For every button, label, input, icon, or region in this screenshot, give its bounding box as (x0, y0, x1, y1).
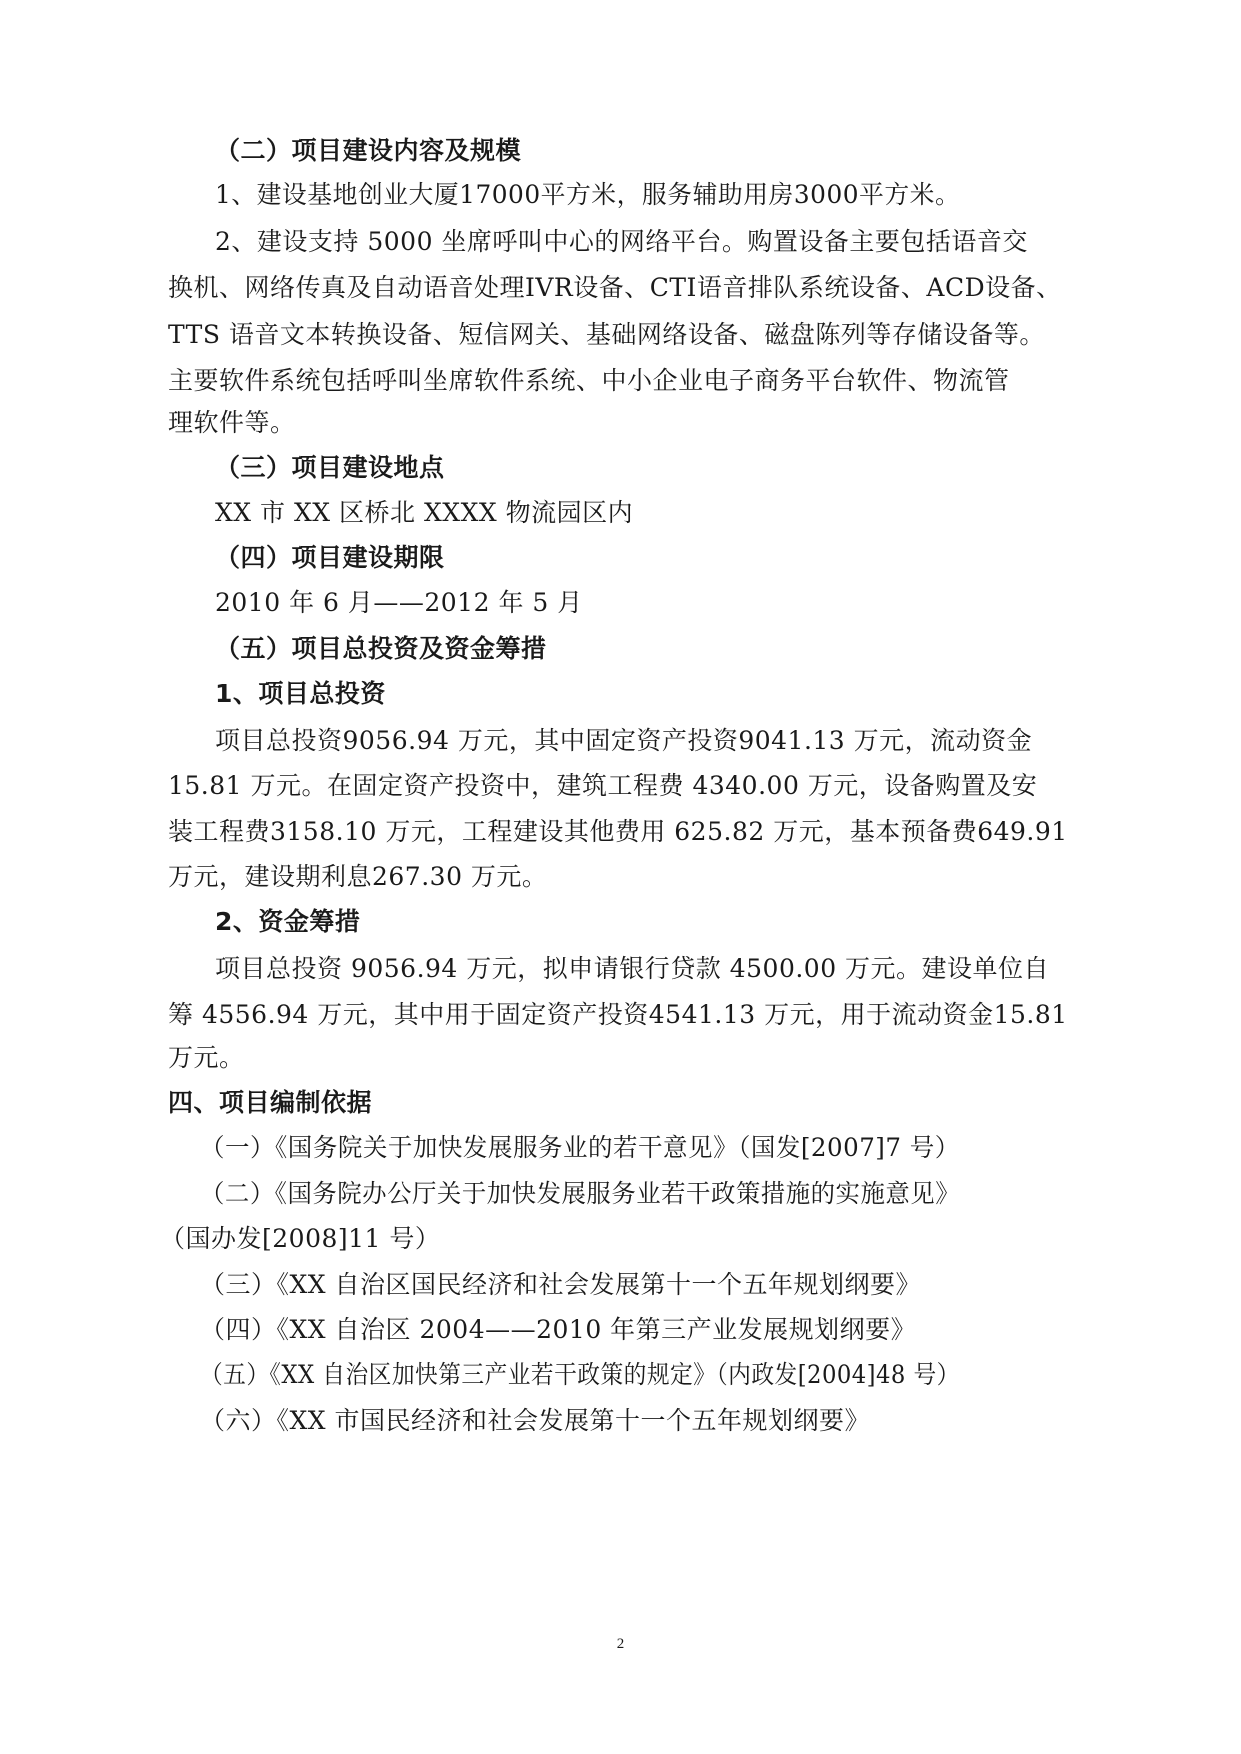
heading-compilation-basis: 四、项目编制依据 (168, 1088, 373, 1117)
heading-construction-site: （三）项目建设地点 (215, 453, 445, 482)
subheading-total-investment: 1、项目总投资 (215, 679, 386, 708)
paragraph-line: 万元，建设期利息267.30 万元。 (168, 862, 548, 891)
paragraph-line: 主要软件系统包括呼叫坐席软件系统、中小企业电子商务平台软件、物流管 (168, 366, 1010, 395)
paragraph-line: 2010 年 6 月——2012 年 5 月 (215, 588, 583, 617)
basis-item: （五）《XX 自治区加快第三产业若干政策的规定》（内政发[2004]48 号） (200, 1360, 960, 1389)
heading-investment: （五）项目总投资及资金筹措 (215, 634, 547, 663)
subheading-fund-raising: 2、资金筹措 (215, 907, 361, 936)
page-number: 2 (616, 1636, 625, 1652)
heading-construction-period: （四）项目建设期限 (215, 543, 445, 572)
basis-item: （一）《国务院关于加快发展服务业的若干意见》（国发[2007]7 号） (200, 1133, 960, 1162)
heading-construction-content: （二）项目建设内容及规模 (215, 136, 522, 165)
paragraph-line: 项目总投资 9056.94 万元，拟申请银行贷款 4500.00 万元。建设单位自 (215, 954, 1050, 983)
paragraph-line: 项目总投资9056.94 万元，其中固定资产投资9041.13 万元，流动资金 (215, 726, 1033, 755)
paragraph-line: 筹 4556.94 万元，其中用于固定资产投资4541.13 万元，用于流动资金15.81 (168, 1000, 1068, 1029)
paragraph-line: 1、建设基地创业大厦17000平方米，服务辅助用房3000平方米。 (215, 180, 961, 209)
paragraph-line: 装工程费3158.10 万元，工程建设其他费用 625.82 万元，基本预备费649.91 (168, 817, 1068, 846)
paragraph-line: XX 市 XX 区桥北 XXXX 物流园区内 (215, 498, 634, 527)
paragraph-line: 换机、网络传真及自动语音处理IVR设备、CTI语音排队系统设备、ACD设备、 (168, 273, 1062, 302)
paragraph-line: TTS 语音文本转换设备、短信网关、基础网络设备、磁盘陈列等存储设备等。 (168, 320, 1045, 349)
paragraph-line: 万元。 (168, 1043, 245, 1072)
paragraph-line: 2、建设支持 5000 坐席呼叫中心的网络平台。购置设备主要包括语音交 (215, 227, 1028, 256)
basis-item: （四）《XX 自治区 2004——2010 年第三产业发展规划纲要》 (200, 1315, 917, 1344)
paragraph-line: 15.81 万元。在固定资产投资中，建筑工程费 4340.00 万元，设备购置及安 (168, 771, 1038, 800)
basis-item-continued: （国办发[2008]11 号） (160, 1224, 441, 1253)
basis-item: （六）《XX 市国民经济和社会发展第十一个五年规划纲要》 (200, 1406, 871, 1435)
paragraph-line: 理软件等。 (168, 408, 296, 437)
basis-item: （三）《XX 自治区国民经济和社会发展第十一个五年规划纲要》 (200, 1270, 922, 1299)
basis-item: （二）《国务院办公厅关于加快发展服务业若干政策措施的实施意见》 (200, 1179, 961, 1208)
